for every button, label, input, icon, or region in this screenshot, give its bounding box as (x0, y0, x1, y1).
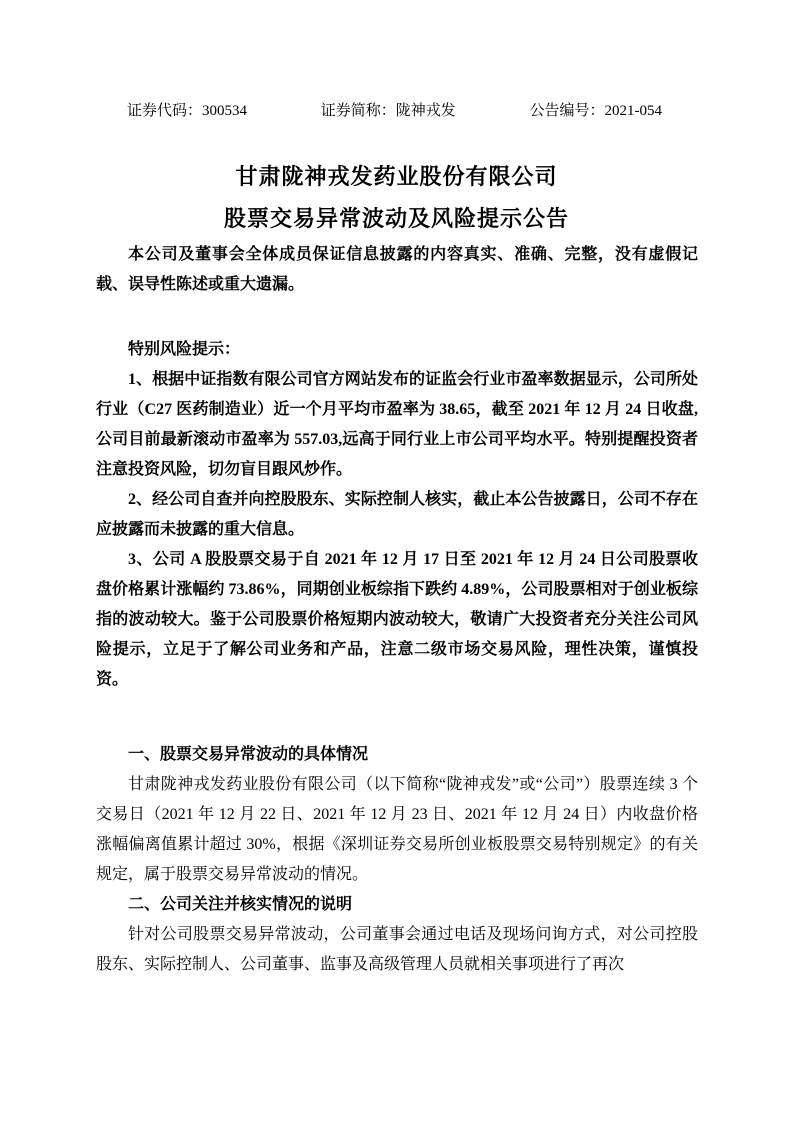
special-risk-heading: 特别风险提示： (128, 341, 241, 358)
stock-short-name (321, 103, 456, 120)
section-1-heading: 一、股票交易异常波动的具体情况 (128, 746, 369, 763)
announcement-number-value: 2021-054 (604, 103, 662, 119)
section-2-body: 针对公司股票交易异常波动，公司董事会通过电话及现场问询方式，对公司控股股东、实际控制人、公司董事、监事及高级管理人员就相关事项进行了再次 (96, 926, 698, 973)
section-1-body: 甘肃陇神戎发药业股份有限公司（以下简称“陇神戎发”或“公司”）股票连续 3 个交易日（2021 年 12 月 22 日、2021 年 12 月 23 日、2021 年 12 月 24 日）内收盘价格涨幅偏离值累计超过 30%，根据《深圳证券交易所创业板股票交易特别规定》的有关规定，属于股票交易异常波动的情况。 (96, 776, 698, 883)
stock-short-name-value: 陇神戎发 (395, 103, 456, 119)
document-header (0, 0, 793, 120)
announcement-number (529, 103, 662, 120)
company-name-title: 甘肃陇神戎发药业股份有限公司 (235, 164, 558, 189)
document-body (96, 240, 698, 980)
stock-short-name-label: 证券简称： (320, 103, 396, 119)
announcement-title: 股票交易异常波动及风险提示公告 (223, 206, 569, 231)
title-block (0, 156, 793, 240)
stock-code (127, 103, 247, 120)
special-risk-block (96, 335, 698, 695)
announcement-number-label: 公告编号： (529, 103, 605, 119)
special-risk-item-2: 2、经公司自查并向控股股东、实际控制人核实，截止本公告披露日，公司不存在应披露而未披露的重大信息。 (96, 491, 698, 538)
stock-code-label: 证券代码： (127, 103, 203, 119)
sections-block (96, 740, 698, 980)
stock-code-value: 300534 (202, 103, 248, 119)
section-2-heading: 二、公司关注并核实情况的说明 (128, 896, 353, 913)
special-risk-item-1: 1、根据中证指数有限公司官方网站发布的证监会行业市盈率数据显示，公司所处行业（C27 医药制造业）近一个月平均市盈率为 38.65，截至 2021 年 12 月 24 日收盘,公司目前最新滚动市盈率为 557.03,远高于同行业上市公司平均水平。特别提醒投资者注意投资风险，切勿盲目跟风炒作。 (96, 371, 698, 478)
special-risk-item-3: 3、公司 A 股股票交易于自 2021 年 12 月 17 日至 2021 年 12 月 24 日公司股票收盘价格累计涨幅约 73.86%，同期创业板综指下跌约 4.89%，公司股票相对于创业板综指的波动较大。鉴于公司股票价格短期内波动较大，敬请广大投资者充分关注公司风险提示，立足于了解公司业务和产品，注意二级市场交易风险，理性决策，谨慎投资。 (96, 551, 698, 688)
board-declaration: 本公司及董事会全体成员保证信息披露的内容真实、准确、完整，没有虚假记载、误导性陈述或重大遗漏。 (96, 246, 698, 293)
